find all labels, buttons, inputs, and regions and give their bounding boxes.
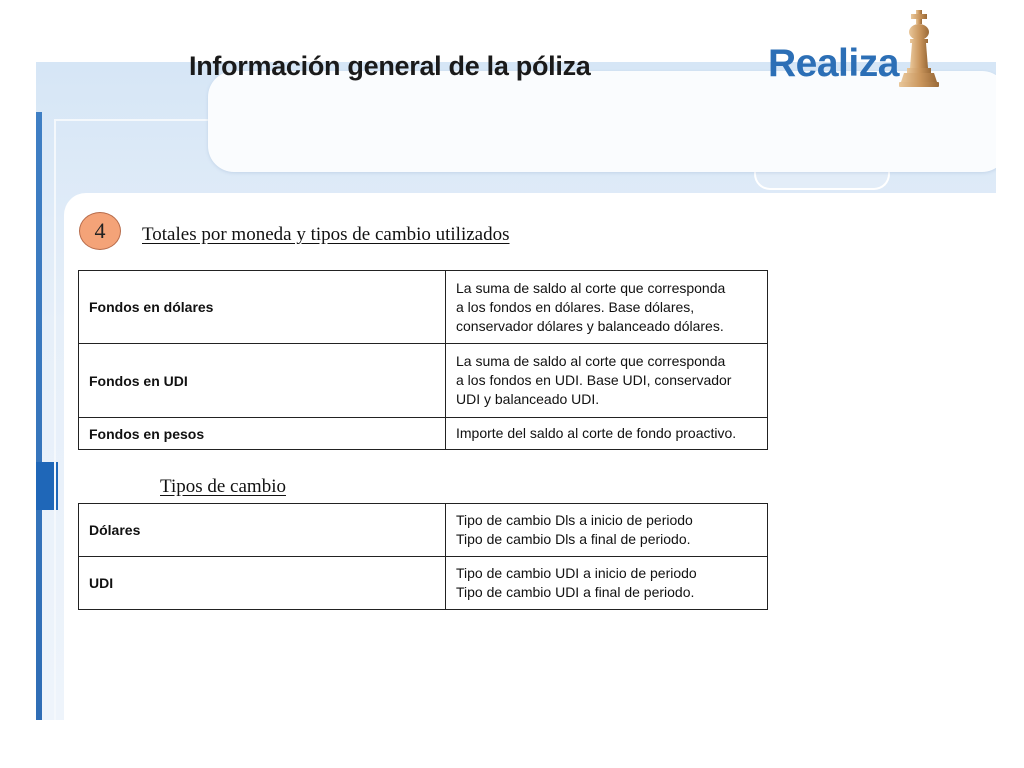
section-number-badge: 4: [79, 212, 121, 250]
row-description: Tipo de cambio UDI a inicio de periodo Tipo de cambio UDI a final de periodo.: [446, 557, 768, 610]
row-description: La suma de saldo al corte que corresponda a los fondos en dólares. Base dólares, conservador dólares y balanceado dólares.: [446, 271, 768, 344]
row-label: UDI: [79, 557, 446, 610]
decorative-guide-line: [54, 119, 232, 121]
table-row: [79, 344, 768, 418]
row-label: Fondos en dólares: [79, 271, 446, 344]
table-row: [79, 504, 768, 557]
table-row: [79, 557, 768, 610]
totals-table: [78, 270, 768, 450]
table-row: [79, 418, 768, 450]
header-panel: [208, 71, 996, 172]
row-label: Fondos en pesos: [79, 418, 446, 450]
exchange-rate-table: [78, 503, 768, 610]
section-title: Totales por moneda y tipos de cambio utilizados: [142, 224, 510, 245]
row-label: Fondos en UDI: [79, 344, 446, 418]
brand-logo-text: Realiza: [768, 42, 899, 85]
table-row: [79, 271, 768, 344]
page-title: Información general de la póliza: [189, 51, 591, 81]
left-accent-bar: [36, 112, 42, 720]
row-label: Dólares: [79, 504, 446, 557]
chess-king-icon: [896, 10, 942, 88]
exchange-section-title: Tipos de cambio: [160, 476, 286, 497]
row-description: Tipo de cambio Dls a inicio de periodo Tipo de cambio Dls a final de periodo.: [446, 504, 768, 557]
row-description: La suma de saldo al corte que corresponda a los fondos en UDI. Base UDI, conservador UDI y balanceado UDI.: [446, 344, 768, 418]
row-description: Importe del saldo al corte de fondo proactivo.: [446, 418, 768, 450]
decorative-guide-line: [54, 119, 56, 720]
